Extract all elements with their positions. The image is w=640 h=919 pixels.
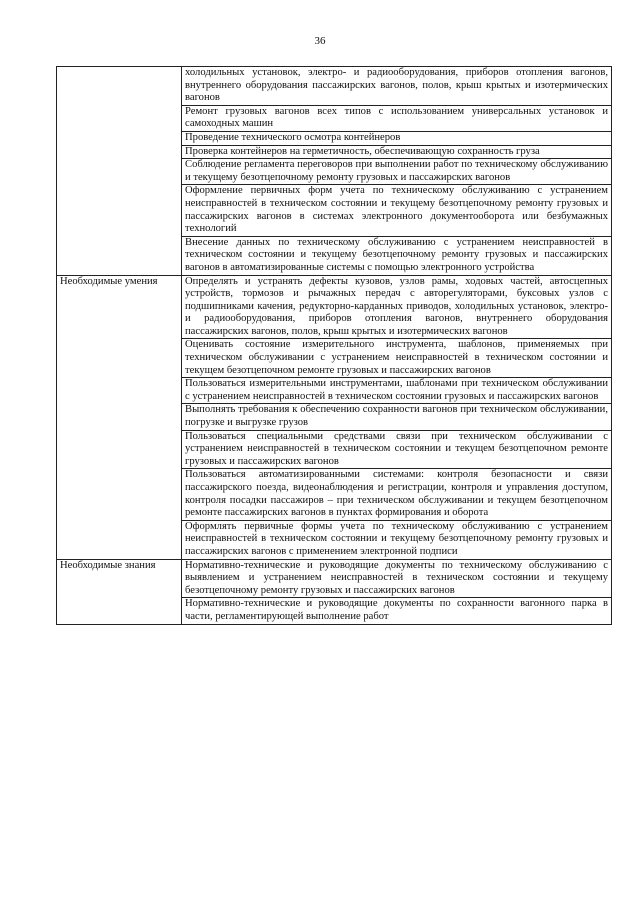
table-cell: Пользоваться измерительными инструментами, шаблонами при техническом обслуживании с устранением неисправностей в техническом состоянии грузовых и пассажирских вагонов [182,378,612,404]
skills-label: Необходимые умения [57,275,182,559]
table-row [57,275,612,339]
table-cell: Внесение данных по техническому обслуживанию с устранением неисправностей в техническом состоянии и текущему безотцепочному ремонту грузовых и пассажирских вагонов в автоматизированные системы с помощью электронного устройства [182,236,612,275]
table-cell: Соблюдение регламента переговоров при выполнении работ по техническому обслуживанию и текущему безотцепочному ремонту грузовых и пассажирских вагонов [182,159,612,185]
page-number: 36 [314,35,326,47]
table-cell: Проведение технического осмотра контейнеров [182,131,612,145]
table-cell: Пользоваться автоматизированными системами: контроля безопасности и связи пассажирского поезда, видеонаблюдения и регистрации, контроля и управления доступом, контроля посадки пассажиров – при техническом обслуживании и текущем безотцепочном ремонте пассажирских вагонов в пунктах формирования и оборота [182,469,612,520]
table-row [57,67,612,106]
table-cell: Оценивать состояние измерительного инструмента, шаблонов, применяемых при техническом обслуживании с устранением неисправностей в техническом состоянии и текущем безотцепочном ремонте грузовых и пассажирских вагонов [182,339,612,378]
table-cell: Оформлять первичные формы учета по техническому обслуживанию с устранением неисправностей в техническом состоянии и текущему безотцепочному ремонту грузовых и пассажирских вагонов с применением электронной подписи [182,520,612,559]
table-cell: Оформление первичных форм учета по техническому обслуживанию с устранением неисправностей в техническом состоянии и текущему безотцепочному ремонту грузовых и пассажирских вагонов в системах электронного документооборота или безбумажных технологий [182,185,612,236]
knowledge-label: Необходимые знания [57,559,182,624]
table-cell: Определять и устранять дефекты кузовов, узлов рамы, ходовых частей, автосцепных устройств, тормозов и рычажных передач с авторегуляторами, буксовых узлов с подшипниками качения, редукторно-карданных приводов, холодильных установок, электро- и радиооборудования, приборов отопления вагонов, внутреннего оборудования пассажирских вагонов, полов, крыш крытых и изотермических вагонов [182,275,612,339]
table-cell: Ремонт грузовых вагонов всех типов с использованием универсальных установок и самоходных машин [182,105,612,131]
table-cell: Пользоваться специальными средствами связи при техническом обслуживании с устранением неисправностей в техническом состоянии и текущем безотцепочном ремонте грузовых и пассажирских вагонов [182,430,612,469]
table-cell: Нормативно-технические и руководящие документы по техническому обслуживанию с выявлением и устранением неисправностей в техническом состоянии и текущему безотцепочному ремонту грузовых и пассажирских вагонов [182,559,612,598]
table-cell: холодильных установок, электро- и радиооборудования, приборов отопления вагонов, внутреннего оборудования пассажирских вагонов, полов, крыш крытых и изотермических вагонов [182,67,612,106]
table-cell: Выполнять требования к обеспечению сохранности вагонов при техническом обслуживании, погрузке и выгрузке грузов [182,404,612,430]
table-cell: Нормативно-технические и руководящие документы по сохранности вагонного парка в части, регламентирующей выполнение работ [182,598,612,624]
table-cell: Проверка контейнеров на герметичность, обеспечивающую сохранность груза [182,145,612,159]
competency-table [56,66,612,625]
table-row [57,559,612,598]
label-cell-continued [57,67,182,276]
